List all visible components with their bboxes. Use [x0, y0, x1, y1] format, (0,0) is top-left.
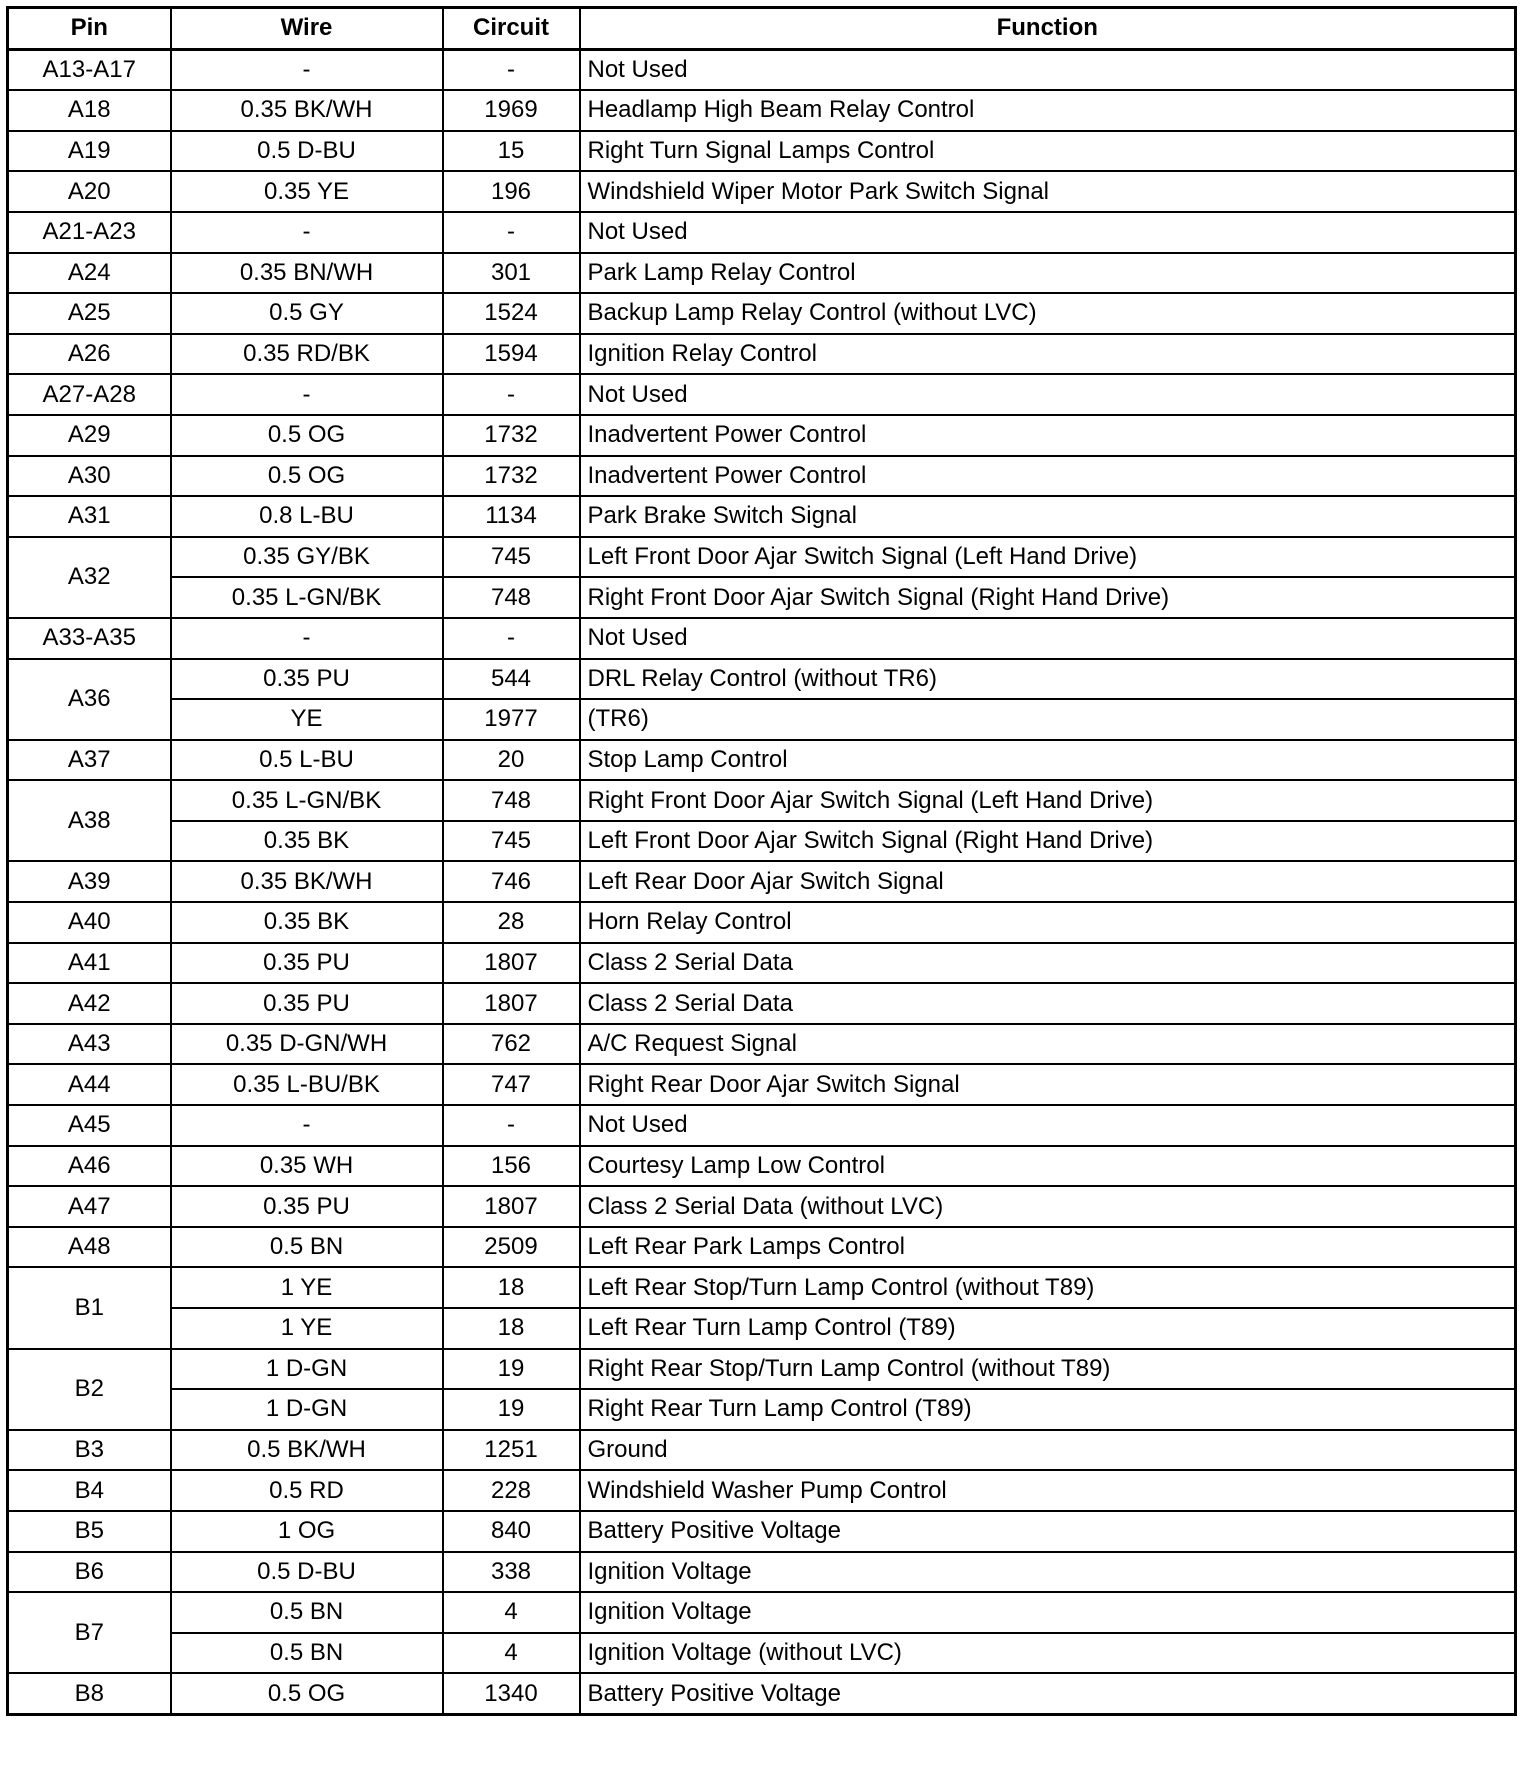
- circuit-cell: 4: [443, 1592, 580, 1633]
- wire-cell: 0.35 GY/BK: [171, 537, 443, 578]
- function-cell: Stop Lamp Control: [580, 740, 1516, 781]
- table-row: [8, 1349, 1516, 1390]
- pin-cell: B4: [8, 1470, 171, 1511]
- table-row: [8, 1592, 1516, 1633]
- wire-cell: 1 YE: [171, 1267, 443, 1308]
- circuit-cell: -: [443, 374, 580, 415]
- wire-cell: -: [171, 49, 443, 90]
- table-row: [8, 1633, 1516, 1674]
- wire-cell: YE: [171, 699, 443, 740]
- circuit-cell: 28: [443, 902, 580, 943]
- table-row: [8, 415, 1516, 456]
- circuit-cell: 156: [443, 1146, 580, 1187]
- table-row: [8, 943, 1516, 984]
- table-row: [8, 780, 1516, 821]
- function-cell: Right Front Door Ajar Switch Signal (Right Hand Drive): [580, 577, 1516, 618]
- pin-cell: A24: [8, 253, 171, 294]
- table-row: [8, 1511, 1516, 1552]
- circuit-cell: 1340: [443, 1673, 580, 1714]
- wire-cell: 1 D-GN: [171, 1389, 443, 1430]
- pin-cell: A21-A23: [8, 212, 171, 253]
- function-cell: Ground: [580, 1430, 1516, 1471]
- circuit-cell: 1524: [443, 293, 580, 334]
- pin-cell: A40: [8, 902, 171, 943]
- pin-cell: A27-A28: [8, 374, 171, 415]
- pin-cell: A13-A17: [8, 49, 171, 90]
- table-row: [8, 902, 1516, 943]
- function-cell: Windshield Wiper Motor Park Switch Signal: [580, 171, 1516, 212]
- table-row: [8, 537, 1516, 578]
- table-row: [8, 577, 1516, 618]
- table-row: [8, 496, 1516, 537]
- table-row: [8, 861, 1516, 902]
- pin-cell: A32: [8, 537, 171, 618]
- pin-cell: A46: [8, 1146, 171, 1187]
- wire-cell: 1 D-GN: [171, 1349, 443, 1390]
- circuit-cell: 18: [443, 1267, 580, 1308]
- circuit-cell: 301: [443, 253, 580, 294]
- function-cell: Not Used: [580, 212, 1516, 253]
- table-row: [8, 1024, 1516, 1065]
- circuit-cell: 1732: [443, 415, 580, 456]
- function-cell: Class 2 Serial Data: [580, 943, 1516, 984]
- function-cell: Class 2 Serial Data (without LVC): [580, 1186, 1516, 1227]
- pin-cell: A18: [8, 90, 171, 131]
- pin-cell: A19: [8, 131, 171, 172]
- circuit-cell: 1134: [443, 496, 580, 537]
- table-row: [8, 293, 1516, 334]
- function-cell: Right Rear Stop/Turn Lamp Control (without T89): [580, 1349, 1516, 1390]
- table-row: [8, 1673, 1516, 1714]
- function-cell: Horn Relay Control: [580, 902, 1516, 943]
- circuit-cell: 746: [443, 861, 580, 902]
- table-row: [8, 983, 1516, 1024]
- circuit-cell: 19: [443, 1389, 580, 1430]
- wire-cell: 0.35 BK/WH: [171, 861, 443, 902]
- function-cell: Headlamp High Beam Relay Control: [580, 90, 1516, 131]
- wire-cell: 0.35 BK: [171, 821, 443, 862]
- circuit-cell: 15: [443, 131, 580, 172]
- pin-cell: A43: [8, 1024, 171, 1065]
- header-pin: Pin: [8, 8, 171, 50]
- wire-cell: 0.35 BK/WH: [171, 90, 443, 131]
- function-cell: Left Front Door Ajar Switch Signal (Right Hand Drive): [580, 821, 1516, 862]
- wire-cell: -: [171, 618, 443, 659]
- wire-cell: 0.5 D-BU: [171, 131, 443, 172]
- circuit-cell: 745: [443, 537, 580, 578]
- circuit-cell: 1969: [443, 90, 580, 131]
- function-cell: Left Front Door Ajar Switch Signal (Left Hand Drive): [580, 537, 1516, 578]
- table-row: [8, 1470, 1516, 1511]
- table-header: [8, 8, 1516, 50]
- pin-cell: A37: [8, 740, 171, 781]
- pin-cell: B8: [8, 1673, 171, 1714]
- wire-cell: 0.5 D-BU: [171, 1552, 443, 1593]
- wire-cell: 1 YE: [171, 1308, 443, 1349]
- table-row: [8, 1064, 1516, 1105]
- pin-cell: A38: [8, 780, 171, 861]
- circuit-cell: 748: [443, 577, 580, 618]
- pin-cell: A33-A35: [8, 618, 171, 659]
- wire-cell: 0.5 GY: [171, 293, 443, 334]
- table-row: [8, 1430, 1516, 1471]
- table-row: [8, 1186, 1516, 1227]
- function-cell: Windshield Washer Pump Control: [580, 1470, 1516, 1511]
- table-row: [8, 1552, 1516, 1593]
- pin-cell: A20: [8, 171, 171, 212]
- function-cell: Right Turn Signal Lamps Control: [580, 131, 1516, 172]
- circuit-cell: 748: [443, 780, 580, 821]
- wire-cell: 0.35 L-GN/BK: [171, 780, 443, 821]
- circuit-cell: -: [443, 618, 580, 659]
- table-row: [8, 740, 1516, 781]
- wire-cell: 0.5 BN: [171, 1633, 443, 1674]
- table-row: [8, 171, 1516, 212]
- table-row: [8, 49, 1516, 90]
- table-row: [8, 456, 1516, 497]
- wire-cell: 0.5 OG: [171, 456, 443, 497]
- table-row: [8, 1146, 1516, 1187]
- circuit-cell: 19: [443, 1349, 580, 1390]
- pin-cell: A26: [8, 334, 171, 375]
- table-row: [8, 253, 1516, 294]
- wire-cell: 0.35 WH: [171, 1146, 443, 1187]
- function-cell: Battery Positive Voltage: [580, 1673, 1516, 1714]
- function-cell: Ignition Voltage: [580, 1592, 1516, 1633]
- circuit-cell: 1251: [443, 1430, 580, 1471]
- header-circuit: Circuit: [443, 8, 580, 50]
- header-function: Function: [580, 8, 1516, 50]
- pin-cell: B3: [8, 1430, 171, 1471]
- circuit-cell: 196: [443, 171, 580, 212]
- table-row: [8, 131, 1516, 172]
- table-row: [8, 821, 1516, 862]
- pin-cell: A44: [8, 1064, 171, 1105]
- table-row: [8, 374, 1516, 415]
- circuit-cell: 338: [443, 1552, 580, 1593]
- function-cell: DRL Relay Control (without TR6): [580, 659, 1516, 700]
- pin-cell: B2: [8, 1349, 171, 1430]
- pin-cell: A39: [8, 861, 171, 902]
- function-cell: Class 2 Serial Data: [580, 983, 1516, 1024]
- circuit-cell: 4: [443, 1633, 580, 1674]
- function-cell: A/C Request Signal: [580, 1024, 1516, 1065]
- function-cell: Left Rear Turn Lamp Control (T89): [580, 1308, 1516, 1349]
- table-row: [8, 1227, 1516, 1268]
- wire-cell: 0.35 D-GN/WH: [171, 1024, 443, 1065]
- pin-cell: A47: [8, 1186, 171, 1227]
- table-row: [8, 1267, 1516, 1308]
- table-row: [8, 334, 1516, 375]
- circuit-cell: 544: [443, 659, 580, 700]
- function-cell: Inadvertent Power Control: [580, 415, 1516, 456]
- circuit-cell: 1807: [443, 983, 580, 1024]
- circuit-cell: 1732: [443, 456, 580, 497]
- pin-cell: B6: [8, 1552, 171, 1593]
- wire-cell: 0.35 YE: [171, 171, 443, 212]
- wire-cell: 0.5 BN: [171, 1227, 443, 1268]
- wire-cell: 0.5 BN: [171, 1592, 443, 1633]
- header-row: [8, 8, 1516, 50]
- wire-cell: 0.35 BK: [171, 902, 443, 943]
- pin-cell: B1: [8, 1267, 171, 1348]
- pin-cell: A36: [8, 659, 171, 740]
- table-row: [8, 1389, 1516, 1430]
- circuit-cell: -: [443, 49, 580, 90]
- table-row: [8, 699, 1516, 740]
- function-cell: Ignition Voltage: [580, 1552, 1516, 1593]
- wire-cell: 0.8 L-BU: [171, 496, 443, 537]
- function-cell: Left Rear Park Lamps Control: [580, 1227, 1516, 1268]
- circuit-cell: 762: [443, 1024, 580, 1065]
- circuit-cell: -: [443, 1105, 580, 1146]
- wire-cell: 0.35 PU: [171, 983, 443, 1024]
- circuit-cell: 1807: [443, 943, 580, 984]
- function-cell: Ignition Relay Control: [580, 334, 1516, 375]
- circuit-cell: 20: [443, 740, 580, 781]
- circuit-cell: 745: [443, 821, 580, 862]
- pin-cell: B7: [8, 1592, 171, 1673]
- pin-cell: B5: [8, 1511, 171, 1552]
- circuit-cell: 1977: [443, 699, 580, 740]
- wire-cell: 0.5 OG: [171, 415, 443, 456]
- circuit-cell: 228: [443, 1470, 580, 1511]
- wire-cell: -: [171, 1105, 443, 1146]
- wire-cell: 0.5 L-BU: [171, 740, 443, 781]
- connector-pinout-table: [6, 6, 1517, 1716]
- pin-cell: A30: [8, 456, 171, 497]
- function-cell: Backup Lamp Relay Control (without LVC): [580, 293, 1516, 334]
- wire-cell: 0.35 PU: [171, 1186, 443, 1227]
- wire-cell: 0.35 L-BU/BK: [171, 1064, 443, 1105]
- circuit-cell: 2509: [443, 1227, 580, 1268]
- table-row: [8, 618, 1516, 659]
- function-cell: Courtesy Lamp Low Control: [580, 1146, 1516, 1187]
- function-cell: (TR6): [580, 699, 1516, 740]
- pin-cell: A25: [8, 293, 171, 334]
- circuit-cell: 1807: [443, 1186, 580, 1227]
- circuit-cell: 840: [443, 1511, 580, 1552]
- function-cell: Not Used: [580, 618, 1516, 659]
- function-cell: Left Rear Stop/Turn Lamp Control (without T89): [580, 1267, 1516, 1308]
- function-cell: Not Used: [580, 49, 1516, 90]
- function-cell: Ignition Voltage (without LVC): [580, 1633, 1516, 1674]
- pin-cell: A29: [8, 415, 171, 456]
- wire-cell: 0.35 RD/BK: [171, 334, 443, 375]
- wire-cell: -: [171, 212, 443, 253]
- pin-cell: A42: [8, 983, 171, 1024]
- function-cell: Right Rear Turn Lamp Control (T89): [580, 1389, 1516, 1430]
- function-cell: Park Lamp Relay Control: [580, 253, 1516, 294]
- wire-cell: 0.35 PU: [171, 943, 443, 984]
- function-cell: Not Used: [580, 1105, 1516, 1146]
- table-row: [8, 1308, 1516, 1349]
- wire-cell: 0.5 OG: [171, 1673, 443, 1714]
- wire-cell: 0.35 L-GN/BK: [171, 577, 443, 618]
- wire-cell: 0.35 PU: [171, 659, 443, 700]
- circuit-cell: 1594: [443, 334, 580, 375]
- function-cell: Left Rear Door Ajar Switch Signal: [580, 861, 1516, 902]
- circuit-cell: -: [443, 212, 580, 253]
- pin-cell: A31: [8, 496, 171, 537]
- table-row: [8, 659, 1516, 700]
- pin-cell: A48: [8, 1227, 171, 1268]
- function-cell: Not Used: [580, 374, 1516, 415]
- function-cell: Right Front Door Ajar Switch Signal (Left Hand Drive): [580, 780, 1516, 821]
- table-row: [8, 1105, 1516, 1146]
- table-row: [8, 90, 1516, 131]
- function-cell: Park Brake Switch Signal: [580, 496, 1516, 537]
- pin-cell: A41: [8, 943, 171, 984]
- table-body: [8, 49, 1516, 1714]
- wire-cell: 0.5 BK/WH: [171, 1430, 443, 1471]
- circuit-cell: 747: [443, 1064, 580, 1105]
- wire-cell: 0.35 BN/WH: [171, 253, 443, 294]
- pin-cell: A45: [8, 1105, 171, 1146]
- function-cell: Right Rear Door Ajar Switch Signal: [580, 1064, 1516, 1105]
- wire-cell: 1 OG: [171, 1511, 443, 1552]
- table-row: [8, 212, 1516, 253]
- header-wire: Wire: [171, 8, 443, 50]
- function-cell: Battery Positive Voltage: [580, 1511, 1516, 1552]
- function-cell: Inadvertent Power Control: [580, 456, 1516, 497]
- circuit-cell: 18: [443, 1308, 580, 1349]
- wire-cell: -: [171, 374, 443, 415]
- wire-cell: 0.5 RD: [171, 1470, 443, 1511]
